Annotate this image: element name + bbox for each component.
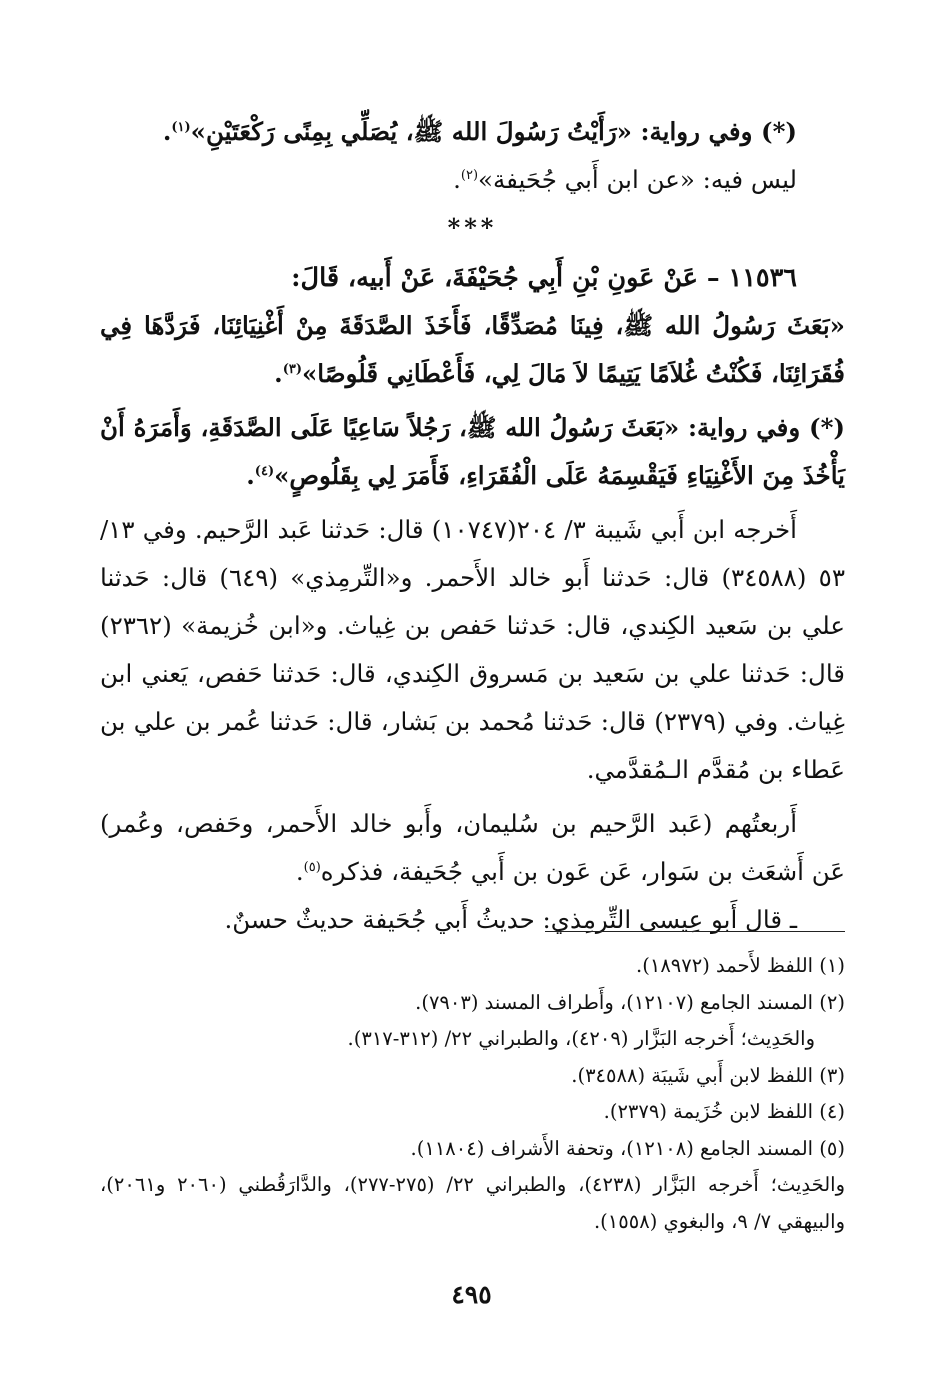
page-number: ٤٩٥ [451,1280,492,1309]
hadith-text: «بَعَثَ رَسُولُ الله ﷺ، فِينَا مُصَدِّقًا، فَأَخَذَ الصَّدَقَةَ مِنْ أَغْنِيَائِنَا، فَرَدَّهَا فِي فُقَرَائِنَا، فَكُنْتُ غُلاَمًا يَتِيمًا لاَ مَالَ لِي، فَأَعْطَانِي قَلُوصًا»$^{(٣)}$. [100,311,845,388]
chain-summary-paragraph: أَربعتُهم (عَبد الرَّحيم بن سُليمان، وأَبو خالد الأَحمر، وحَفص، وعُمر) عَن أَشعَث بن سَوار، عَن عَون بن أَبي جُحَيفة، فذكره$^{(٥)}$. [100,809,845,886]
footnote-ref-3[interactable]: (٣) [282,361,302,377]
footnote-ref-2[interactable]: (٢) [460,167,479,183]
hadith-header: ١١٥٣٦ – عَنْ عَونِ بْنِ أَبِي جُحَيْفَةَ، عَنْ أَبيه، قَالَ: [291,263,797,293]
footnote-divider [545,931,845,932]
footnote-2-continuation: والحَدِيث؛ أَخرجه البَزَّار (٤٢٠٩)، والطبراني ٢٢/ (٣١٢-٣١٧). [347,1027,815,1050]
hadith-number: ١١٥٣٦ – [706,263,797,293]
footnote-ref-5[interactable]: (٥) [303,859,321,875]
main-text [100,108,845,944]
footnote-4: (٤) اللفظ لابن خُزَيمة (٢٣٧٩). [603,1100,845,1123]
variant-narration-1: (*) وفي رواية: «رَأَيْتُ رَسُولَ الله ﷺ، يُصَلِّي بِمِنًى رَكْعَتَيْنِ»$^{(١)}$. [162,117,797,146]
footnote-2: (٢) المسند الجامع (١٢١٠٧)، وأَطراف المسند (٧٩٠٣). [415,990,845,1014]
footnote-5: (٥) المسند الجامع (١٢١٠٨)، وتحفة الأَشراف (١١٨٠٤). [410,1136,845,1160]
footnotes [100,948,845,1240]
section-separator: *** [447,213,498,242]
footnote-ref-1[interactable]: (١) [171,119,191,135]
note-line: ليس فيه: «عن ابن أَبي جُحَيفة»$^{(٢)}$. [453,165,797,194]
takhrij-paragraph: أَخرجه ابن أَبي شَيبة ٣/ ٢٠٤(١٠٧٤٧) قال: حَدثنا عَبد الرَّحيم. وفي ١٣/ ٥٣ (٣٤٥٨٨) قال: حَدثنا أَبو خالد الأَحمر. و«التِّرمِذي» (٦٤٩) قال: حَدثنا علي بن سَعيد الكِندي، قال: حَدثنا حَفص بن غِياث. و«ابن خُزيمة» (٢٣٦٢) قال: حَدثنا علي بن سَعيد بن مَسروق الكِندي، قال: حَدثنا حَفص، يَعني ابن غِياث. وفي (٢٣٧٩) قال: حَدثنا مُحمد بن بَشار، قال: حَدثنا عُمر بن علي بن عَطاء بن مُقدَّم الـمُقدَّمي. [100,515,845,784]
tirmidhi-verdict: ـ قال أَبو عِيسى التِّرمِذي: حديثُ أَبي جُحَيفة حديثٌ حسنٌ. [224,905,797,934]
footnote-ref-4[interactable]: (٤) [254,463,275,479]
footnote-1: (١) اللفظ لأَحمد (١٨٩٧٢). [636,954,845,977]
footnote-3: (٣) اللفظ لابن أَبي شَيبَة (٣٤٥٨٨). [571,1063,845,1087]
variant-narration-2: (*) وفي رواية: «بَعَثَ رَسُولُ الله ﷺ، رَجُلاً سَاعِيًا عَلَى الصَّدَقَةِ، وَأَمَرَهُ أَنْ يَأْخُذَ مِنَ الأَغْنِيَاءِ فَيَقْسِمَهُ عَلَى الْفُقَرَاءِ، فَأَمَرَ لِي بِقَلُوصٍ»$^{(٤)}$. [100,413,845,490]
footnote-5-continuation: والحَدِيث؛ أَخرجه البَزَّار (٤٢٣٨)، والطبراني ٢٢/ (٢٧٥-٢٧٧)، والدَّارَقُطني (٢٠٦٠ و٢٠٦١)، والبيهقي ٧/ ٩، والبغوي (١٥٥٨). [100,1173,846,1233]
